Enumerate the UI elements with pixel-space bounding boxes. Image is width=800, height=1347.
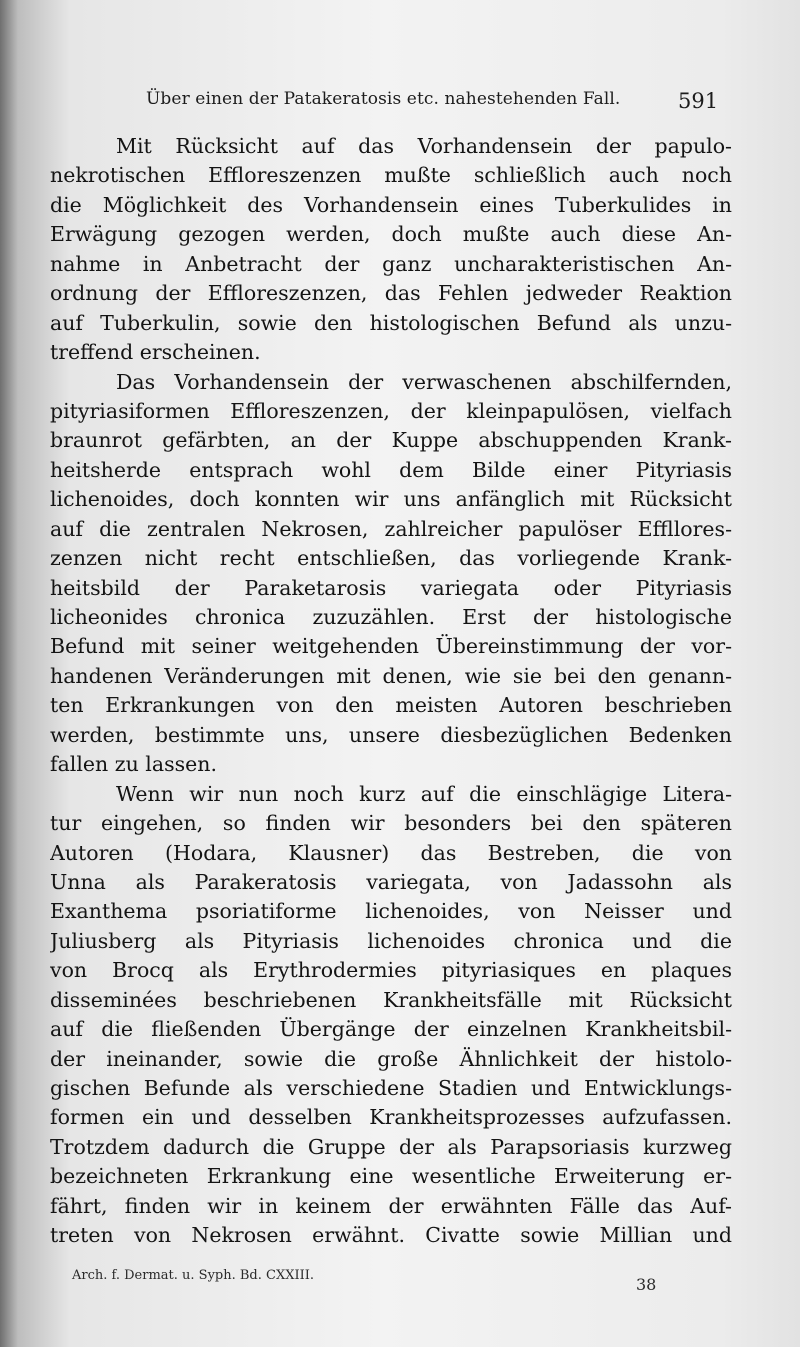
text-line: ordnung der Effloreszenzen, das Fehlen jedweder Reaktion — [50, 281, 732, 306]
text-line: tur eingehen, so finden wir besonders bei den späteren — [50, 811, 732, 836]
text-line: formen ein und desselben Krankheitsprozesses aufzufassen. — [50, 1105, 732, 1130]
text-line: treffend erscheinen. — [50, 340, 261, 365]
text-line: der ineinander, sowie die große Ähnlichkeit der histolo- — [50, 1046, 732, 1071]
text-line: pityriasiformen Effloreszenzen, der kleinpapulösen, vielfach — [50, 398, 732, 423]
text-line: auf Tuberkulin, sowie den histologischen Befund als unzu- — [50, 310, 732, 335]
text-line: Juliusberg als Pityriasis lichenoides chronica und die — [50, 928, 732, 953]
text-line: Exanthema psoriatiforme lichenoides, von Neisser und — [50, 899, 732, 924]
text-line: fallen zu lassen. — [50, 752, 217, 777]
running-title: Über einen der Patakeratosis etc. nahestehenden Fall. — [146, 89, 621, 109]
journal-footer: Arch. f. Dermat. u. Syph. Bd. CXXIII. — [72, 1268, 315, 1283]
text-line: werden, bestimmte uns, unsere diesbezüglichen Bedenken — [50, 722, 732, 747]
text-line: Erwägung gezogen werden, doch mußte auch diese An- — [50, 222, 732, 247]
text-line: auf die fließenden Übergänge der einzelnen Krankheitsbil- — [50, 1017, 732, 1042]
text-line: Das Vorhandensein der verwaschenen abschilfernden, — [116, 369, 732, 394]
text-line: zenzen nicht recht entschließen, das vorliegende Krank- — [50, 546, 732, 571]
text-line: lichenoides, doch konnten wir uns anfänglich mit Rücksicht — [50, 487, 732, 512]
text-line: handenen Veränderungen mit denen, wie sie bei den genann- — [50, 663, 732, 688]
signature-mark: 38 — [636, 1275, 657, 1294]
text-line: licheonides chronica zuzuzählen. Erst der histologische — [50, 605, 732, 629]
text-line: treten von Nekrosen erwähnt. Civatte sowie Millian und — [50, 1223, 732, 1248]
text-line: auf die zentralen Nekrosen, zahlreicher papulöser Effllores- — [50, 516, 732, 541]
text-line: nahme in Anbetracht der ganz uncharakteristischen An- — [50, 251, 732, 276]
text-line: disseminées beschriebenen Krankheitsfälle mit Rücksicht — [50, 987, 732, 1012]
body-text — [50, 132, 732, 1251]
text-line: nekrotischen Effloreszenzen mußte schließlich auch noch — [50, 163, 732, 188]
text-line: Befund mit seiner weitgehenden Übereinstimmung der vor- — [50, 634, 732, 659]
text-line: braunrot gefärbten, an der Kuppe abschuppenden Krank- — [50, 428, 732, 453]
text-line: bezeichneten Erkrankung eine wesentliche Erweiterung er- — [50, 1164, 732, 1189]
page-number: 591 — [678, 89, 719, 113]
text-line: die Möglichkeit des Vorhandensein eines Tuberkulides in — [50, 192, 732, 217]
text-line: fährt, finden wir in keinem der erwähnten Fälle das Auf- — [50, 1193, 732, 1218]
text-line: Wenn wir nun noch kurz auf die einschlägige Litera- — [116, 781, 732, 806]
text-line: Mit Rücksicht auf das Vorhandensein der papulo- — [116, 134, 732, 158]
text-line: Autoren (Hodara, Klausner) das Bestreben, die von — [50, 840, 732, 865]
text-line: ten Erkrankungen von den meisten Autoren beschrieben — [50, 693, 732, 718]
text-line: Unna als Parakeratosis variegata, von Jadassohn als — [50, 869, 732, 894]
text-line: von Brocq als Erythrodermies pityriasiques en plaques — [50, 958, 732, 983]
text-line: heitsbild der Paraketarosis variegata oder Pityriasis — [50, 575, 732, 600]
text-line: gischen Befunde als verschiedene Stadien und Entwicklungs- — [50, 1076, 732, 1100]
text-line: heitsherde entsprach wohl dem Bilde einer Pityriasis — [50, 457, 732, 482]
text-line: Trotzdem dadurch die Gruppe der als Parapsoriasis kurzweg — [50, 1134, 732, 1159]
